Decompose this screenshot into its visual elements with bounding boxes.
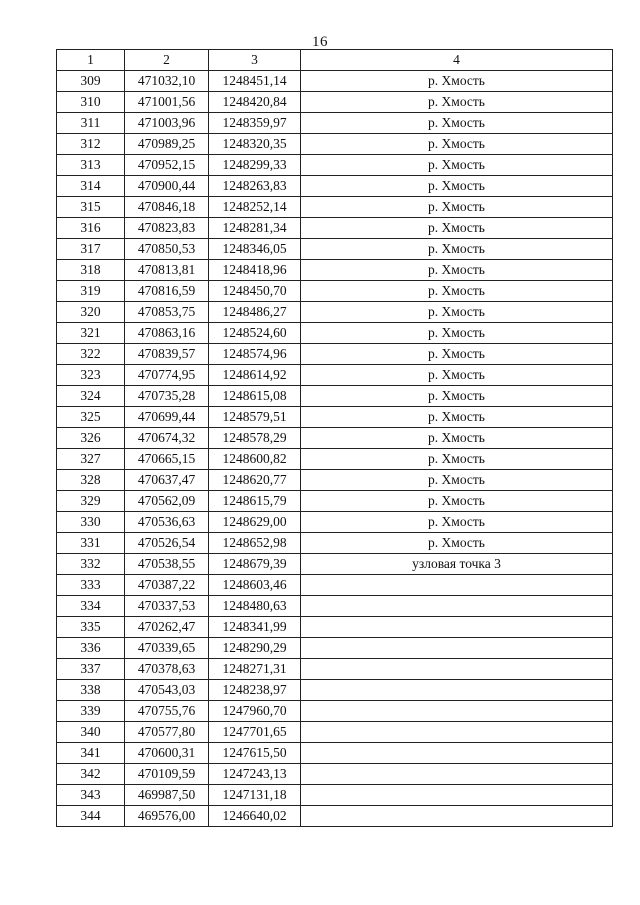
x-coordinate-cell: 470337,53 [125,596,209,617]
x-coordinate-cell: 471003,96 [125,113,209,134]
x-coordinate-cell: 470637,47 [125,470,209,491]
description-cell [301,806,613,827]
x-coordinate-cell: 470846,18 [125,197,209,218]
y-coordinate-cell: 1248238,97 [209,680,301,701]
table-row [57,491,613,512]
table-row [57,743,613,764]
table-row [57,113,613,134]
description-cell: р. Хмость [301,218,613,239]
y-coordinate-cell: 1248480,63 [209,596,301,617]
x-coordinate-cell: 470989,25 [125,134,209,155]
point-number-cell: 325 [57,407,125,428]
description-cell: р. Хмость [301,386,613,407]
point-number-cell: 316 [57,218,125,239]
description-cell: р. Хмость [301,239,613,260]
description-cell: р. Хмость [301,428,613,449]
y-coordinate-cell: 1248620,77 [209,470,301,491]
table-row [57,701,613,722]
table-header [57,50,613,71]
x-coordinate-cell: 470863,16 [125,323,209,344]
description-cell: р. Хмость [301,281,613,302]
y-coordinate-cell: 1248341,99 [209,617,301,638]
x-coordinate-cell: 470600,31 [125,743,209,764]
table-row [57,218,613,239]
point-number-cell: 312 [57,134,125,155]
description-cell: р. Хмость [301,365,613,386]
y-coordinate-cell: 1248652,98 [209,533,301,554]
table-row [57,407,613,428]
y-coordinate-cell: 1247615,50 [209,743,301,764]
description-cell [301,659,613,680]
description-cell: р. Хмость [301,491,613,512]
y-coordinate-cell: 1248252,14 [209,197,301,218]
x-coordinate-cell: 470387,22 [125,575,209,596]
y-coordinate-cell: 1248615,08 [209,386,301,407]
table-row [57,344,613,365]
y-coordinate-cell: 1248420,84 [209,92,301,113]
y-coordinate-cell: 1248603,46 [209,575,301,596]
table-row [57,617,613,638]
y-coordinate-cell: 1246640,02 [209,806,301,827]
point-number-cell: 324 [57,386,125,407]
table-row [57,554,613,575]
table-row [57,449,613,470]
description-cell: р. Хмость [301,134,613,155]
point-number-cell: 320 [57,302,125,323]
x-coordinate-cell: 470538,55 [125,554,209,575]
table-body [57,71,613,827]
description-cell: р. Хмость [301,344,613,365]
column-header-x: 2 [125,50,209,71]
description-cell: р. Хмость [301,302,613,323]
description-cell: р. Хмость [301,260,613,281]
point-number-cell: 322 [57,344,125,365]
x-coordinate-cell: 470665,15 [125,449,209,470]
y-coordinate-cell: 1248578,29 [209,428,301,449]
description-cell: р. Хмость [301,155,613,176]
table-row [57,470,613,491]
y-coordinate-cell: 1248359,97 [209,113,301,134]
x-coordinate-cell: 470823,83 [125,218,209,239]
x-coordinate-cell: 470839,57 [125,344,209,365]
x-coordinate-cell: 470853,75 [125,302,209,323]
y-coordinate-cell: 1248574,96 [209,344,301,365]
table-row [57,92,613,113]
page-number: 16 [312,34,328,50]
x-coordinate-cell: 470378,63 [125,659,209,680]
x-coordinate-cell: 470816,59 [125,281,209,302]
description-cell: р. Хмость [301,176,613,197]
x-coordinate-cell: 469576,00 [125,806,209,827]
x-coordinate-cell: 470674,32 [125,428,209,449]
table-row [57,659,613,680]
x-coordinate-cell: 471032,10 [125,71,209,92]
y-coordinate-cell: 1248600,82 [209,449,301,470]
y-coordinate-cell: 1248614,92 [209,365,301,386]
point-number-cell: 313 [57,155,125,176]
x-coordinate-cell: 470109,59 [125,764,209,785]
x-coordinate-cell: 470952,15 [125,155,209,176]
column-header-description: 4 [301,50,613,71]
x-coordinate-cell: 470536,63 [125,512,209,533]
x-coordinate-cell: 470755,76 [125,701,209,722]
table-row [57,155,613,176]
point-number-cell: 338 [57,680,125,701]
description-cell: р. Хмость [301,407,613,428]
column-header-y: 3 [209,50,301,71]
x-coordinate-cell: 470577,80 [125,722,209,743]
x-coordinate-cell: 470339,65 [125,638,209,659]
y-coordinate-cell: 1247960,70 [209,701,301,722]
table-row [57,785,613,806]
point-number-cell: 341 [57,743,125,764]
table-row [57,596,613,617]
point-number-cell: 326 [57,428,125,449]
point-number-cell: 342 [57,764,125,785]
description-cell: узловая точка 3 [301,554,613,575]
y-coordinate-cell: 1248299,33 [209,155,301,176]
point-number-cell: 337 [57,659,125,680]
point-number-cell: 309 [57,71,125,92]
description-cell: р. Хмость [301,449,613,470]
description-cell [301,701,613,722]
description-cell: р. Хмость [301,533,613,554]
x-coordinate-cell: 470774,95 [125,365,209,386]
table-row [57,722,613,743]
y-coordinate-cell: 1248281,34 [209,218,301,239]
y-coordinate-cell: 1248615,79 [209,491,301,512]
y-coordinate-cell: 1248451,14 [209,71,301,92]
table-row [57,323,613,344]
x-coordinate-cell: 469987,50 [125,785,209,806]
table-row [57,386,613,407]
table-row [57,71,613,92]
point-number-cell: 323 [57,365,125,386]
point-number-cell: 335 [57,617,125,638]
description-cell: р. Хмость [301,71,613,92]
point-number-cell: 329 [57,491,125,512]
point-number-cell: 315 [57,197,125,218]
description-cell: р. Хмость [301,323,613,344]
y-coordinate-cell: 1248320,35 [209,134,301,155]
y-coordinate-cell: 1247243,13 [209,764,301,785]
x-coordinate-cell: 470813,81 [125,260,209,281]
point-number-cell: 328 [57,470,125,491]
point-number-cell: 321 [57,323,125,344]
y-coordinate-cell: 1248418,96 [209,260,301,281]
point-number-cell: 318 [57,260,125,281]
point-number-cell: 311 [57,113,125,134]
point-number-cell: 314 [57,176,125,197]
y-coordinate-cell: 1248271,31 [209,659,301,680]
description-cell [301,596,613,617]
point-number-cell: 339 [57,701,125,722]
y-coordinate-cell: 1248679,39 [209,554,301,575]
description-cell [301,575,613,596]
table-row [57,365,613,386]
description-cell: р. Хмость [301,92,613,113]
table-row [57,239,613,260]
y-coordinate-cell: 1248346,05 [209,239,301,260]
description-cell: р. Хмость [301,470,613,491]
y-coordinate-cell: 1247131,18 [209,785,301,806]
y-coordinate-cell: 1248579,51 [209,407,301,428]
table-row [57,764,613,785]
x-coordinate-cell: 470699,44 [125,407,209,428]
x-coordinate-cell: 470735,28 [125,386,209,407]
point-number-cell: 333 [57,575,125,596]
description-cell [301,785,613,806]
y-coordinate-cell: 1248524,60 [209,323,301,344]
y-coordinate-cell: 1248263,83 [209,176,301,197]
y-coordinate-cell: 1247701,65 [209,722,301,743]
table-row [57,575,613,596]
point-number-cell: 340 [57,722,125,743]
point-number-cell: 330 [57,512,125,533]
description-cell [301,764,613,785]
x-coordinate-cell: 470543,03 [125,680,209,701]
point-number-cell: 310 [57,92,125,113]
x-coordinate-cell: 470562,09 [125,491,209,512]
table-row [57,428,613,449]
table-row [57,533,613,554]
x-coordinate-cell: 470850,53 [125,239,209,260]
header-row [57,50,613,71]
point-number-cell: 319 [57,281,125,302]
table-row [57,176,613,197]
x-coordinate-cell: 470900,44 [125,176,209,197]
x-coordinate-cell: 470262,47 [125,617,209,638]
x-coordinate-cell: 471001,56 [125,92,209,113]
description-cell: р. Хмость [301,197,613,218]
table-row [57,680,613,701]
table-row [57,806,613,827]
description-cell [301,722,613,743]
table-row [57,197,613,218]
description-cell: р. Хмость [301,113,613,134]
table-row [57,638,613,659]
point-number-cell: 327 [57,449,125,470]
table-row [57,281,613,302]
table-row [57,134,613,155]
point-number-cell: 331 [57,533,125,554]
point-number-cell: 344 [57,806,125,827]
description-cell [301,617,613,638]
description-cell [301,743,613,764]
y-coordinate-cell: 1248486,27 [209,302,301,323]
column-header-point-number: 1 [57,50,125,71]
table-row [57,512,613,533]
table-row [57,260,613,281]
description-cell [301,638,613,659]
description-cell: р. Хмость [301,512,613,533]
point-number-cell: 336 [57,638,125,659]
coordinates-table [56,49,613,827]
y-coordinate-cell: 1248290,29 [209,638,301,659]
y-coordinate-cell: 1248629,00 [209,512,301,533]
x-coordinate-cell: 470526,54 [125,533,209,554]
table-row [57,302,613,323]
point-number-cell: 317 [57,239,125,260]
point-number-cell: 332 [57,554,125,575]
point-number-cell: 343 [57,785,125,806]
description-cell [301,680,613,701]
y-coordinate-cell: 1248450,70 [209,281,301,302]
point-number-cell: 334 [57,596,125,617]
